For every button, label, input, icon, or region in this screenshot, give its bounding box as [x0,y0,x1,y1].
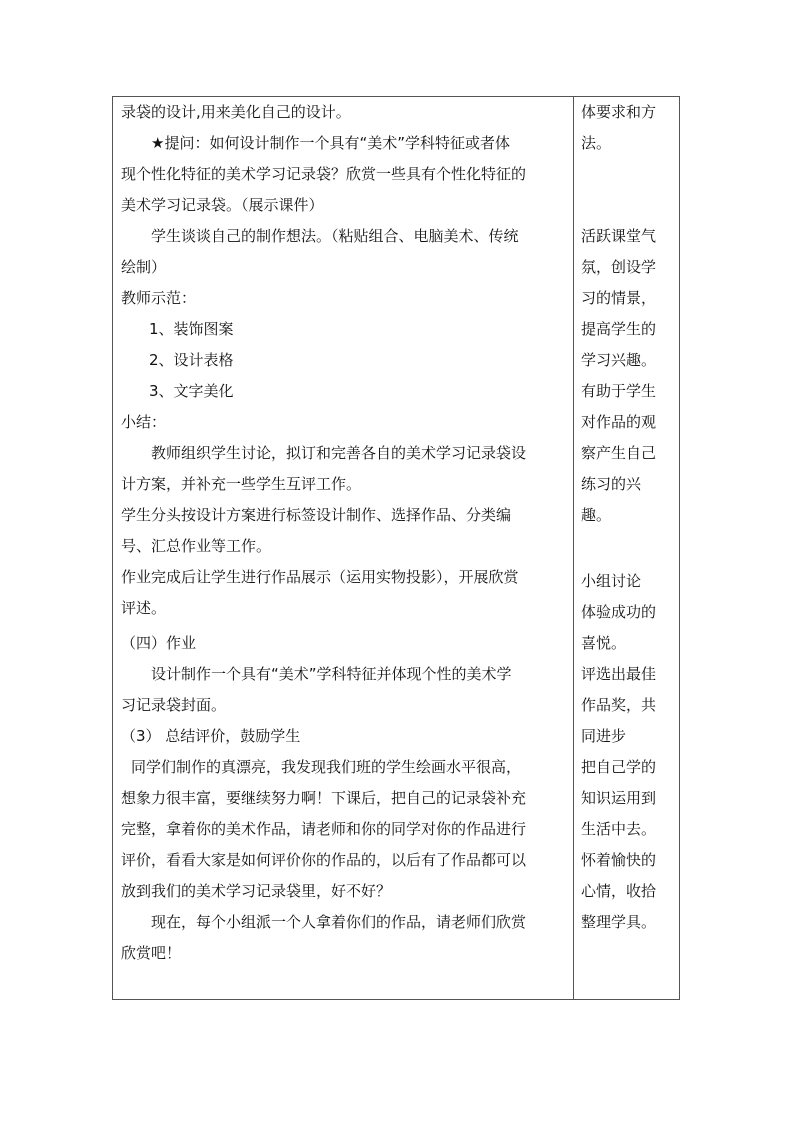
lesson-plan-table [112,96,680,1000]
text-line: 评价，看看大家是如何评价你的作品的，以后有了作品都可以 [121,851,527,869]
side-note-line: 体验成功的 [581,603,657,621]
text-line: 绘制） [121,258,167,276]
text-line: 设计制作一个具有“美术”学科特征并体现个性的美术学 [151,665,512,683]
side-note-line: 作品奖，共 [581,696,657,714]
text-line: 习记录袋封面。 [121,696,227,714]
text-line: 号、汇总作业等工作。 [121,537,272,555]
side-note-line: 生活中去。 [581,820,657,838]
text-line: 录袋的设计,用来美化自己的设计。 [121,103,351,121]
text-line: 1、装饰图案 [149,320,234,338]
side-note-line: 习的情景， [581,289,657,307]
side-note-line: 知识运用到 [581,789,657,807]
side-note-line: 体要求和方 [581,103,657,121]
side-note-line: 评选出最佳 [581,665,657,683]
text-line: 想象力很丰富，要继续努力啊！下课后，把自己的记录袋补充 [121,789,527,807]
side-note-line: 察产生自己 [581,444,657,462]
side-note-line: 喜悦。 [581,634,627,652]
section-heading: （3） 总结评价，鼓励学生 [121,727,301,745]
text-line: 作业完成后让学生进行作品展示（运用实物投影），开展欣赏 [121,568,519,586]
side-note-line: 趣。 [581,506,612,524]
side-note-line: 对作品的观 [581,413,657,431]
side-note-line: 怀着愉快的 [581,851,657,869]
side-note-line: 活跃课堂气 [581,227,657,245]
text-line: 教师示范： [121,289,197,307]
text-line: 美术学习记录袋。（展示课件） [121,196,324,214]
text-line: 现个性化特征的美术学习记录袋？欣赏一些具有个性化特征的 [121,165,527,183]
text-line: 2、设计表格 [149,351,234,369]
side-note-line: 练习的兴 [581,475,642,493]
text-line: 教师组织学生讨论，拟订和完善各自的美术学习记录袋设 [151,444,527,462]
side-note-line: 提高学生的 [581,320,657,338]
side-note-line: 有助于学生 [581,382,657,400]
column-divider [573,97,574,999]
text-line: ★提问：如何设计制作一个具有“美术”学科特征或者体 [151,134,510,152]
text-line: 同学们制作的真漂亮，我发现我们班的学生绘画水平很高， [131,758,522,776]
side-note-line: 把自己学的 [581,758,657,776]
text-line: 学生分头按设计方案进行标签设计制作、选择作品、分类编 [121,506,512,524]
text-line: 评述。 [121,599,167,617]
side-note-line: 同进步 [581,727,627,745]
side-note-line: 小组讨论 [581,572,642,590]
text-line: 小结： [121,413,167,431]
side-note-line: 氛，创设学 [581,258,657,276]
text-line: 学生谈谈自己的制作想法。（粘贴组合、电脑美术、传统 [151,227,519,245]
section-heading: （四）作业 [121,634,197,652]
text-line: 计方案，并补充一些学生互评工作。 [121,475,362,493]
text-line: 3、文字美化 [149,382,234,400]
side-note-line: 法。 [581,134,612,152]
side-note-line: 学习兴趣。 [581,351,657,369]
text-line: 欣赏吧！ [121,944,182,962]
text-line: 现在，每个小组派一个人拿着你们的作品，请老师们欣赏 [151,913,527,931]
side-note-line: 整理学具。 [581,913,657,931]
text-line: 放到我们的美术学习记录袋里，好不好？ [121,882,392,900]
text-line: 完整，拿着你的美术作品，请老师和你的同学对你的作品进行 [121,820,527,838]
side-note-line: 心情，收拾 [581,882,657,900]
